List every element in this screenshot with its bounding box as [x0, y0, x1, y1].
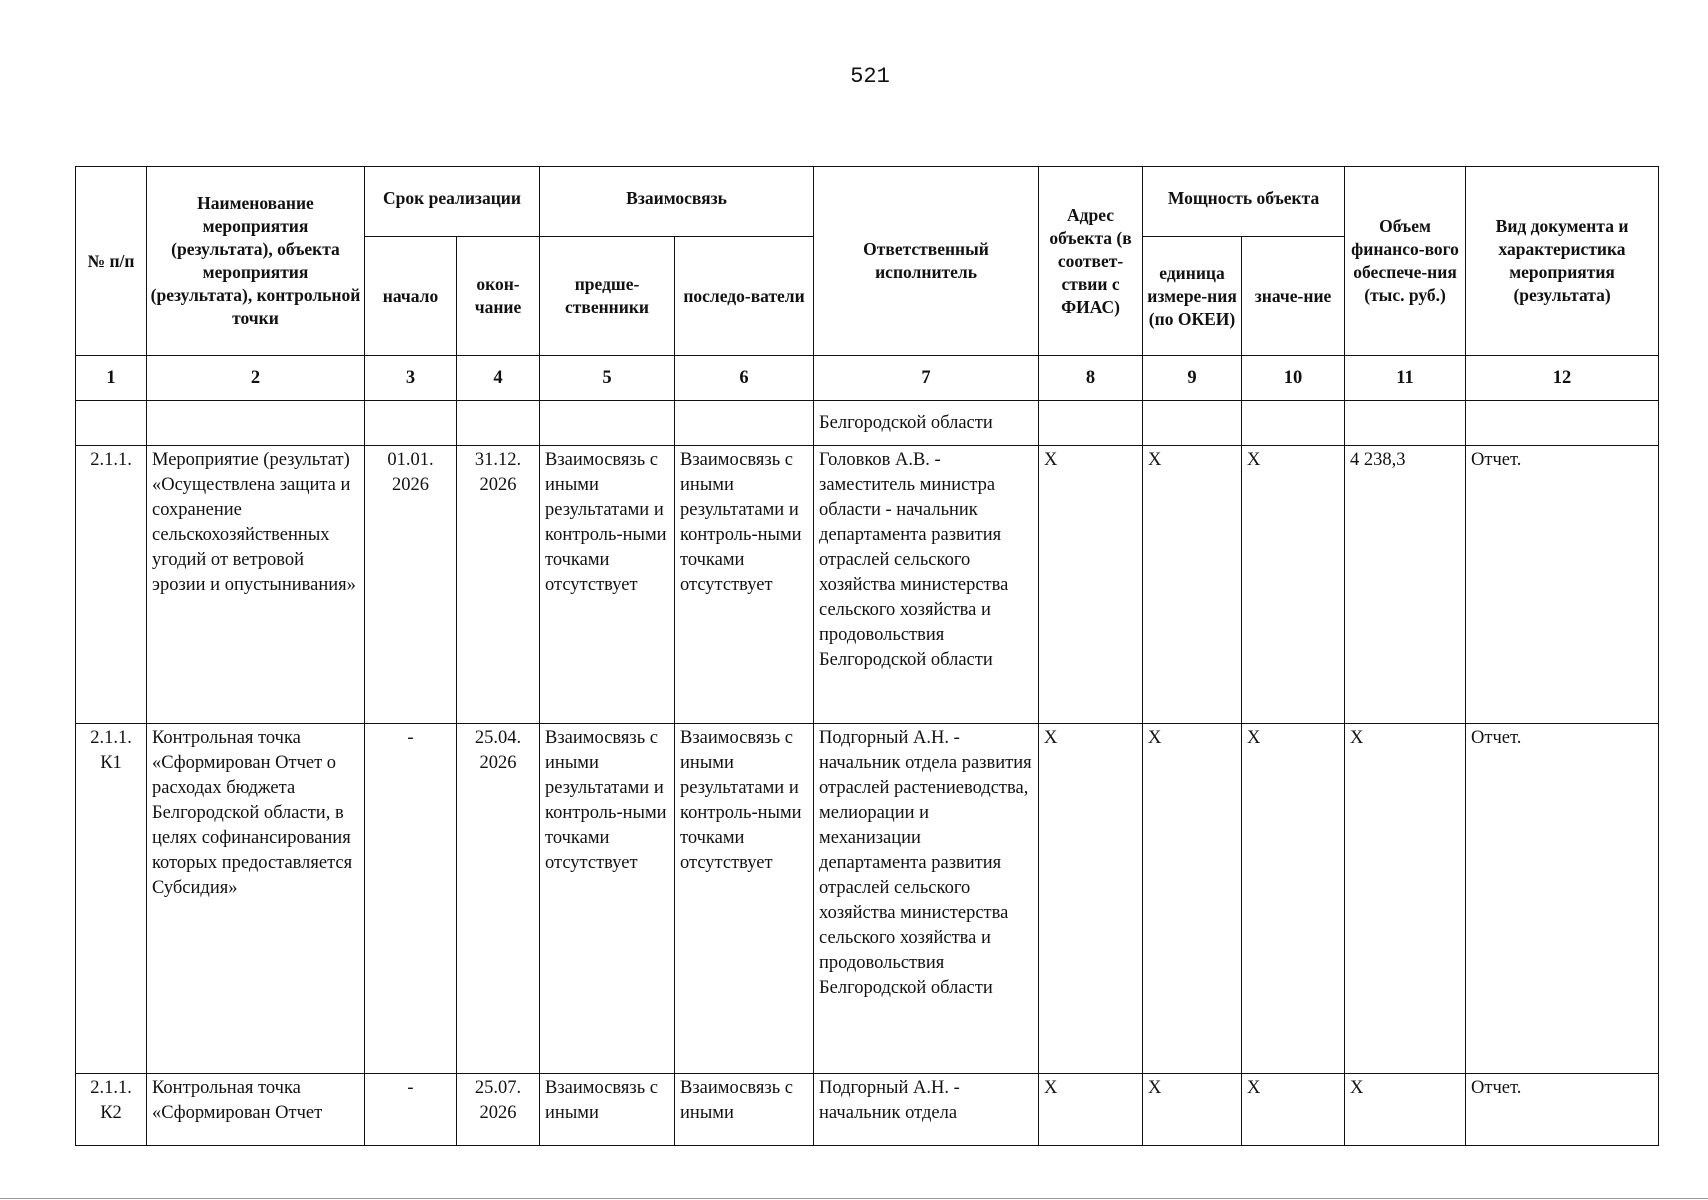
cell-end: 25.04. 2026 — [457, 724, 540, 1074]
cell-finance: X — [1345, 724, 1466, 1074]
empty-cell — [675, 401, 814, 446]
cell-doc-type: Отчет. — [1466, 446, 1659, 724]
column-number: 9 — [1143, 356, 1242, 401]
cell-num: 2.1.1. К2 — [76, 1074, 147, 1146]
cell-responsible: Подгорный А.Н. - начальник отдела — [814, 1074, 1039, 1146]
cell-responsible: Головков А.В. - заместитель министра области - начальник департамента развития отраслей сельского хозяйства министерства сельского хозяйства и продовольствия Белгородской области — [814, 446, 1039, 724]
cell-responsible: Белгородской области — [814, 401, 1039, 446]
column-number: 2 — [147, 356, 365, 401]
header-num: № п/п — [76, 167, 147, 356]
cell-end: 31.12. 2026 — [457, 446, 540, 724]
header-predecessors: предше-ственники — [540, 237, 675, 356]
empty-cell — [457, 401, 540, 446]
activities-table — [75, 166, 1659, 1146]
cell-unit: X — [1143, 724, 1242, 1074]
empty-cell — [1466, 401, 1659, 446]
cell-name: Контрольная точка «Сформирован Отчет о расходах бюджета Белгородской области, в целях софинансирования которых предоставляется Субсидия» — [147, 724, 365, 1074]
cell-unit: X — [1143, 446, 1242, 724]
header-name: Наименование мероприятия (результата), объекта мероприятия (результата), контрольной точки — [147, 167, 365, 356]
header-finance: Объем финансо-вого обеспече-ния (тыс. руб.) — [1345, 167, 1466, 356]
cell-finance: X — [1345, 1074, 1466, 1146]
empty-cell — [1345, 401, 1466, 446]
column-number: 12 — [1466, 356, 1659, 401]
cell-value: X — [1242, 724, 1345, 1074]
header-successors: последо-ватели — [675, 237, 814, 356]
cell-value: X — [1242, 446, 1345, 724]
header-term: Срок реализации — [365, 167, 540, 237]
cell-predecessors: Взаимосвязь с иными результатами и контроль-ными точками отсутствует — [540, 446, 675, 724]
cell-address: X — [1039, 1074, 1143, 1146]
cell-responsible: Подгорный А.Н. - начальник отдела развития отраслей растениеводства, мелиорации и механизации департамента развития отраслей сельского хозяйства министерства сельского хозяйства и продовольствия Белгородской области — [814, 724, 1039, 1074]
column-number: 8 — [1039, 356, 1143, 401]
cell-address: X — [1039, 446, 1143, 724]
table-row — [76, 724, 1659, 1074]
cell-predecessors: Взаимосвязь с иными результатами и контроль-ными точками отсутствует — [540, 724, 675, 1074]
cell-successors: Взаимосвязь с иными результатами и контроль-ными точками отсутствует — [675, 724, 814, 1074]
empty-cell — [76, 401, 147, 446]
cell-doc-type: Отчет. — [1466, 724, 1659, 1074]
column-number: 4 — [457, 356, 540, 401]
empty-cell — [147, 401, 365, 446]
header-capacity: Мощность объекта — [1143, 167, 1345, 237]
cell-name: Контрольная точка «Сформирован Отчет — [147, 1074, 365, 1146]
cell-start: - — [365, 1074, 457, 1146]
cell-successors: Взаимосвязь с иными — [675, 1074, 814, 1146]
bottom-rule — [0, 1198, 1708, 1199]
cell-start: - — [365, 724, 457, 1074]
empty-cell — [1242, 401, 1345, 446]
table-row — [76, 1074, 1659, 1146]
header-address: Адрес объекта (в соответ-ствии с ФИАС) — [1039, 167, 1143, 356]
cell-num: 2.1.1. — [76, 446, 147, 724]
header-value: значе-ние — [1242, 237, 1345, 356]
column-number: 5 — [540, 356, 675, 401]
header-unit: единица измере-ния (по ОКЕИ) — [1143, 237, 1242, 356]
cell-name: Мероприятие (результат) «Осуществлена защита и сохранение сельскохозяйственных угодий от ветровой эрозии и опустынивания» — [147, 446, 365, 724]
column-number: 7 — [814, 356, 1039, 401]
header-end: окон-чание — [457, 237, 540, 356]
cell-doc-type: Отчет. — [1466, 1074, 1659, 1146]
cell-address: X — [1039, 724, 1143, 1074]
header-start: начало — [365, 237, 457, 356]
empty-cell — [365, 401, 457, 446]
cell-finance: 4 238,3 — [1345, 446, 1466, 724]
column-number: 6 — [675, 356, 814, 401]
header-doc-type: Вид документа и характеристика мероприятия (результата) — [1466, 167, 1659, 356]
cell-num: 2.1.1. К1 — [76, 724, 147, 1074]
column-number: 11 — [1345, 356, 1466, 401]
cell-unit: X — [1143, 1074, 1242, 1146]
cell-successors: Взаимосвязь с иными результатами и контроль-ными точками отсутствует — [675, 446, 814, 724]
empty-cell — [1143, 401, 1242, 446]
empty-cell — [1039, 401, 1143, 446]
continuation-row — [76, 401, 1659, 446]
table-row — [76, 446, 1659, 724]
cell-end: 25.07. 2026 — [457, 1074, 540, 1146]
header-responsible: Ответственный исполнитель — [814, 167, 1039, 356]
cell-value: X — [1242, 1074, 1345, 1146]
empty-cell — [540, 401, 675, 446]
column-number: 3 — [365, 356, 457, 401]
column-number: 1 — [76, 356, 147, 401]
cell-predecessors: Взаимосвязь с иными — [540, 1074, 675, 1146]
header-relation: Взаимосвязь — [540, 167, 814, 237]
page-number: 521 — [850, 64, 890, 89]
cell-start: 01.01. 2026 — [365, 446, 457, 724]
column-number: 10 — [1242, 356, 1345, 401]
column-numbers-row — [76, 356, 1659, 401]
